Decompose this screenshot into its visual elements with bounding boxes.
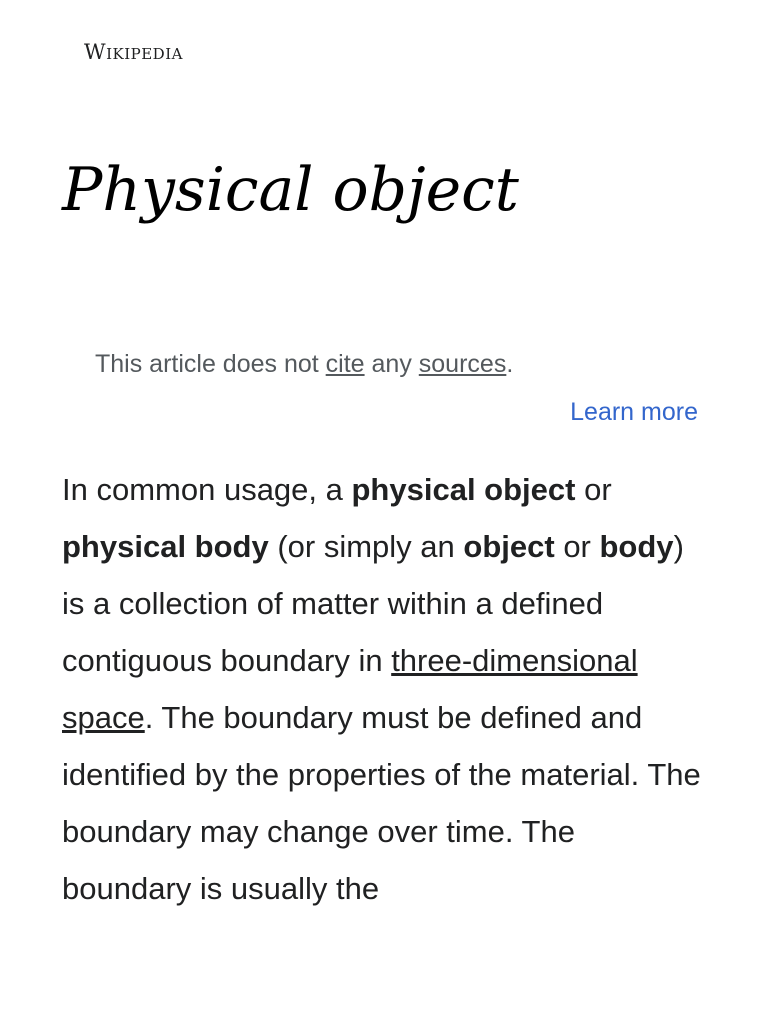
lead-text: ) is a collection of matter within a defined contiguous boundary in	[62, 529, 684, 678]
lead-bold-term: physical body	[62, 529, 269, 564]
wikipedia-wordmark[interactable]: Wikipedia	[84, 40, 183, 64]
lead-text: or	[575, 472, 612, 507]
sources-link[interactable]: sources	[418, 350, 507, 378]
lead-paragraph	[62, 461, 708, 917]
lead-bold-term: physical object	[351, 472, 576, 507]
page-title: Physical object	[62, 155, 519, 225]
lead-bold-term: object	[463, 529, 555, 564]
three-dimensional-space-link[interactable]: three-dimensional space	[62, 643, 638, 735]
notice-text: .	[506, 350, 514, 378]
lead-bold-term: body	[599, 529, 674, 564]
lead-text: In common usage, a	[62, 472, 352, 507]
lead-text: or	[554, 529, 600, 564]
learn-more-link[interactable]: Learn more	[570, 398, 698, 426]
notice-text: This article does not	[95, 350, 326, 378]
cite-link[interactable]: cite	[325, 350, 365, 378]
lead-text: . The boundary must be defined and identified by the properties of the material. The boundary may change over time. The boundary is usually the	[62, 700, 701, 906]
notice-text: any	[364, 350, 419, 378]
citation-notice	[95, 346, 513, 382]
lead-text: (or simply an	[268, 529, 464, 564]
